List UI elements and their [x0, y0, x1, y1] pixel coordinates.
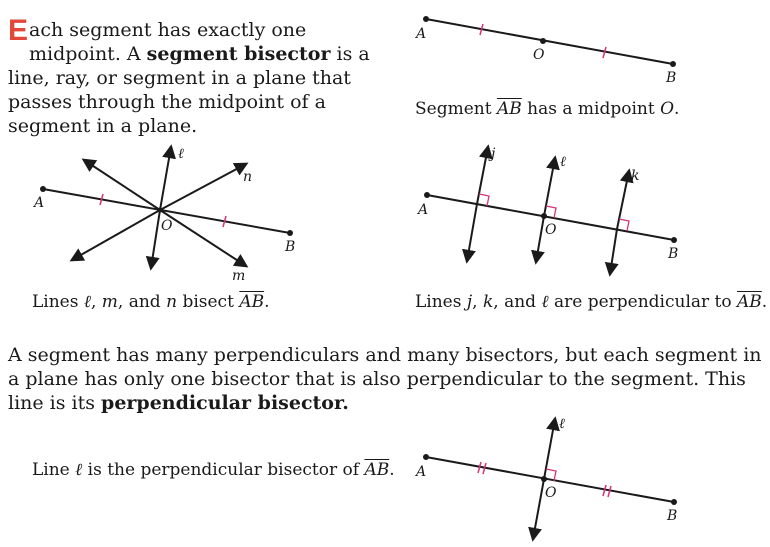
label-l: ℓ: [560, 154, 566, 170]
line-n: [160, 164, 246, 210]
segment-ab: $\overline{AB}$: [364, 460, 390, 480]
line-l: [151, 210, 160, 268]
label-a: A: [416, 26, 427, 42]
label-b: B: [667, 508, 678, 524]
drop-cap: E: [8, 14, 29, 47]
fig2-bisectors-diagram: [32, 146, 295, 284]
label-a: A: [418, 202, 429, 218]
fig1-caption: Segment $\overline{AB}$ has a midpoint O.: [415, 99, 680, 119]
intro-text-1: ach segment has exactly one midpoint. A: [29, 19, 307, 65]
label-o: O: [533, 47, 545, 63]
segment-ab: $\overline{AB}$: [496, 99, 522, 119]
segment-ab: $\overline{AB}$: [737, 292, 762, 312]
intro-text-2: is a line, ray, or segment in a plane that passes through the midpoint of a segment in a plane.: [8, 43, 370, 137]
point-a: [424, 192, 430, 198]
line-k: [610, 229, 617, 274]
fig4-perpendicular-bisector-diagram: [414, 416, 677, 539]
line-n: [72, 210, 160, 260]
term-perpendicular-bisector: perpendicular bisector.: [101, 392, 349, 414]
point-b: [287, 230, 293, 236]
segment-ab: $\overline{AB}$: [239, 292, 265, 312]
point-b: [670, 61, 676, 67]
perpendicular-bisector-paragraph: A segment has many perpendiculars and many bisectors, but each segment in a plane has only one bisector that is also perpendicular to the segment. This line is its perpendicular bisector.: [8, 344, 762, 414]
label-o: O: [545, 485, 557, 501]
point-a: [40, 186, 46, 192]
label-l: ℓ: [559, 416, 565, 432]
label-b: B: [666, 70, 677, 86]
label-k: k: [631, 168, 640, 184]
label-b: B: [668, 246, 679, 262]
fig4-caption: Line ℓ is the perpendicular bisector of $\overline{AB}$.: [32, 460, 395, 480]
term-segment-bisector: segment bisector: [146, 43, 331, 65]
label-m: m: [232, 268, 246, 284]
label-o: O: [545, 222, 557, 238]
point-o: [540, 38, 546, 44]
label-o: O: [161, 218, 173, 234]
line-l: [536, 216, 544, 262]
label-l: ℓ: [178, 146, 184, 162]
label-a: A: [416, 464, 427, 480]
segment-ab-line: [426, 19, 673, 64]
right-angle-mark: [619, 219, 629, 231]
fig2-caption: Lines ℓ, m, and n bisect $\overline{AB}$.: [32, 292, 270, 312]
point-b: [671, 237, 677, 243]
fig3-perpendiculars-diagram: [416, 146, 678, 274]
label-j: j: [491, 146, 496, 162]
point-a: [423, 16, 429, 22]
label-a: A: [34, 195, 45, 211]
point-b: [671, 499, 677, 505]
point-a: [423, 454, 429, 460]
fig3-caption: Lines j, k, and ℓ are perpendicular to $\overline{AB}$.: [415, 292, 768, 312]
line-l: [533, 479, 544, 539]
label-b: B: [285, 239, 296, 255]
line-l: [160, 147, 171, 210]
line-j: [467, 204, 477, 261]
fig1-segment-diagram: [414, 16, 676, 86]
label-n: n: [243, 169, 253, 185]
